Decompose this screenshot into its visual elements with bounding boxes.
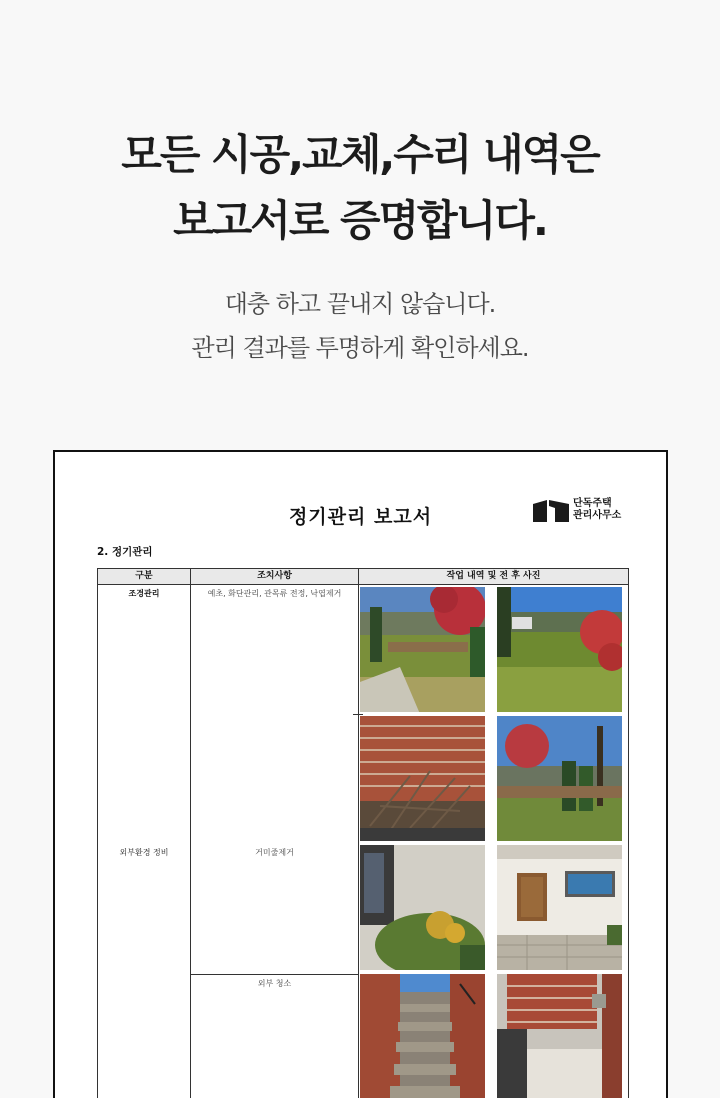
headline-line-2: 보고서로 증명합니다. — [173, 196, 547, 245]
photo-brick-stairs — [359, 973, 486, 1098]
photo-entrance-door — [496, 844, 623, 971]
action-cell-cleaning — [190, 974, 359, 1098]
logo-line-1: 단독주택 — [573, 498, 612, 509]
cobweb-action: 거미줄제거 — [255, 848, 294, 857]
photo-brick-wall-branches — [359, 715, 486, 842]
subtitle — [0, 282, 720, 370]
report-title: 정기관리 보고서 — [288, 506, 433, 528]
photo-wall-shrub-cobweb — [359, 844, 486, 971]
header-category: 구분 — [97, 568, 191, 585]
landscape-action: 예초, 화단관리, 관목류 전정, 낙엽제거 — [207, 589, 342, 598]
photo-garden-cleared — [496, 715, 623, 842]
header-photos: 작업 내역 및 전 후 사진 — [358, 568, 629, 585]
section-title: 2. 정기관리 — [97, 546, 153, 558]
headline-line-1: 모든 시공,교체,수리 내역은 — [121, 130, 599, 179]
landscape-label: 조경관리 — [128, 589, 160, 598]
photo-lawn-after — [496, 586, 623, 713]
subtitle-line-1: 대충 하고 끝내지 않습니다. — [224, 290, 496, 318]
header-action: 조치사항 — [190, 568, 359, 585]
exterior-label: 외부환경 정비 — [119, 848, 169, 857]
report-document — [53, 450, 668, 1098]
category-column — [97, 584, 191, 1098]
cleaning-action: 외부 청소 — [257, 979, 292, 988]
logo-line-2: 관리사무소 — [573, 510, 622, 521]
company-logo — [533, 498, 621, 522]
logo-text — [573, 498, 621, 522]
house-logo-icon — [533, 498, 569, 522]
photo-brick-corner — [496, 973, 623, 1098]
photo-garden-maple-before — [359, 586, 486, 713]
action-cell-main — [190, 584, 359, 975]
subtitle-line-2: 관리 결과를 투명하게 확인하세요. — [191, 334, 529, 362]
headline — [0, 122, 720, 254]
